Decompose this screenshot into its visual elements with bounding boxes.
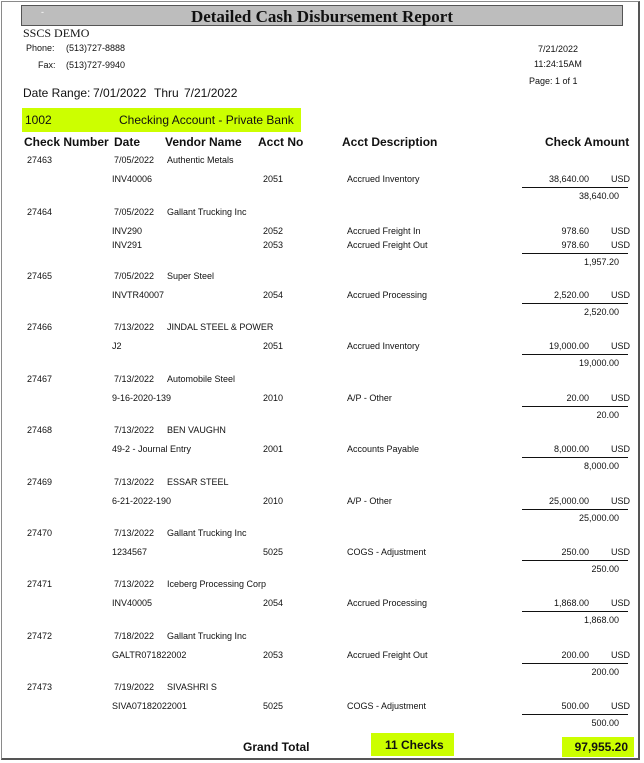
line-acct-no: 2010 [263,496,284,506]
check-total: 8,000.00 [583,461,619,471]
page-number: Page: 1 of 1 [529,76,578,86]
report-page [1,1,640,760]
report-title: Detailed Cash Disbursement Report [190,7,454,26]
column-header-check-number: Check Number [24,135,109,149]
line-amount: 19,000.00 [548,341,589,351]
line-reference: GALTR071822002 [112,650,187,660]
line-acct-no: 5025 [263,547,284,557]
line-acct-no: 2051 [263,174,284,184]
subtotal-rule [522,253,628,254]
account-name: Checking Account - Private Bank [119,113,294,127]
column-header-acct-description: Acct Description [342,135,438,149]
subtotal-rule [522,509,628,510]
check-number: 27463 [27,155,53,165]
line-reference: 49-2 - Journal Entry [112,444,192,454]
check-date: 7/13/2022 [114,322,155,332]
line-acct-description: Accrued Freight Out [347,650,428,660]
line-reference: SIVA07182022001 [112,701,187,711]
column-header-acct-no: Acct No [258,135,304,149]
check-total: 1,868.00 [583,615,619,625]
check-date: 7/05/2022 [114,207,155,217]
check-number: 27467 [27,374,53,384]
line-amount: 250.00 [561,547,589,557]
line-currency: USD [611,701,631,711]
fax-value: (513)727-9940 [66,60,126,70]
line-reference: J2 [112,341,122,351]
line-acct-description: Accrued Freight Out [347,240,428,250]
line-reference: 6-21-2022-190 [112,496,172,506]
line-currency: USD [611,226,631,236]
line-reference: 9-16-2020-139 [112,393,172,403]
line-currency: USD [611,547,631,557]
check-number: 27464 [27,207,53,217]
line-acct-description: Accounts Payable [347,444,420,454]
line-acct-no: 2010 [263,393,284,403]
check-total: 200.00 [591,667,619,677]
phone-value: (513)727-8888 [66,43,126,53]
line-amount: 978.60 [561,226,589,236]
vendor-name: Gallant Trucking Inc [167,631,247,641]
vendor-name: Gallant Trucking Inc [167,528,247,538]
line-acct-no: 2054 [263,598,284,608]
grand-total-value: 97,955.20 [574,740,628,754]
subtotal-rule [522,406,628,407]
vendor-name: Super Steel [167,271,215,281]
line-amount: 8,000.00 [553,444,589,454]
line-currency: USD [611,341,631,351]
line-amount: 2,520.00 [553,290,589,300]
check-total: 25,000.00 [578,513,619,523]
check-date: 7/13/2022 [114,425,155,435]
account-number: 1002 [25,113,52,127]
title-bar-marker: - [41,7,44,17]
check-total: 20.00 [596,410,619,420]
vendor-name: BEN VAUGHN [167,425,226,435]
check-date: 7/13/2022 [114,579,155,589]
line-reference: INV291 [112,240,143,250]
date-range-from: 7/01/2022 [93,86,147,100]
grand-total-box [562,737,634,757]
check-number: 27468 [27,425,53,435]
check-number: 27471 [27,579,53,589]
line-amount: 200.00 [561,650,589,660]
line-currency: USD [611,174,631,184]
subtotal-rule [522,663,628,664]
line-acct-description: Accrued Freight In [347,226,421,236]
line-currency: USD [611,290,631,300]
check-total: 500.00 [591,718,619,728]
check-number: 27466 [27,322,53,332]
phone-label: Phone: [26,43,55,53]
line-acct-no: 2052 [263,226,284,236]
date-range-label: Date Range: [23,86,91,100]
column-header-check-amount: Check Amount [545,135,630,149]
line-amount: 978.60 [561,240,589,250]
check-date: 7/13/2022 [114,528,155,538]
line-currency: USD [611,444,631,454]
line-amount: 1,868.00 [553,598,589,608]
line-reference: INVTR40007 [112,290,165,300]
vendor-name: Automobile Steel [167,374,236,384]
vendor-name: Gallant Trucking Inc [167,207,247,217]
check-date: 7/19/2022 [114,682,155,692]
subtotal-rule [522,187,628,188]
subtotal-rule [522,457,628,458]
line-reference: INV40006 [112,174,153,184]
subtotal-rule [522,354,628,355]
grand-total-label: Grand Total [243,740,310,754]
vendor-name: SIVASHRI S [167,682,217,692]
column-header-date: Date [114,135,141,149]
line-acct-no: 2053 [263,240,284,250]
check-number: 27465 [27,271,53,281]
line-reference: INV40005 [112,598,153,608]
column-header-vendor: Vendor Name [165,135,242,149]
check-date: 7/05/2022 [114,271,155,281]
line-currency: USD [611,496,631,506]
line-acct-no: 5025 [263,701,284,711]
date-range-thru-label: Thru [154,86,179,100]
line-acct-description: Accrued Inventory [347,174,420,184]
line-acct-description: COGS - Adjustment [347,701,427,711]
checks-count-box [371,733,454,756]
check-date: 7/13/2022 [114,477,155,487]
check-total: 19,000.00 [578,358,619,368]
account-header [22,108,301,132]
line-currency: USD [611,240,631,250]
vendor-name: ESSAR STEEL [167,477,229,487]
vendor-name: JINDAL STEEL & POWER [167,322,274,332]
checks-count: 11 Checks [385,738,444,752]
check-total: 1,957.20 [583,257,619,267]
line-acct-description: Accrued Processing [347,290,428,300]
check-total: 38,640.00 [578,191,619,201]
line-acct-no: 2054 [263,290,284,300]
line-currency: USD [611,393,631,403]
check-number: 27473 [27,682,53,692]
print-date: 7/21/2022 [538,44,579,54]
print-time: 11:24:15AM [534,59,582,69]
line-acct-no: 2053 [263,650,284,660]
line-acct-description: A/P - Other [347,496,392,506]
company-name: SSCS DEMO [23,26,90,40]
check-date: 7/05/2022 [114,155,155,165]
line-amount: 500.00 [561,701,589,711]
subtotal-rule [522,714,628,715]
vendor-name: Iceberg Processing Corp [167,579,267,589]
check-date: 7/18/2022 [114,631,155,641]
check-number: 27472 [27,631,53,641]
subtotal-rule [522,560,628,561]
line-acct-description: COGS - Adjustment [347,547,427,557]
line-amount: 25,000.00 [548,496,589,506]
line-reference: INV290 [112,226,143,236]
date-range-to: 7/21/2022 [184,86,238,100]
line-currency: USD [611,598,631,608]
report-title-bar [21,5,623,26]
line-reference: 1234567 [112,547,148,557]
line-amount: 38,640.00 [548,174,589,184]
line-acct-description: A/P - Other [347,393,392,403]
check-total: 2,520.00 [583,307,619,317]
line-acct-description: Accrued Processing [347,598,428,608]
line-amount: 20.00 [566,393,589,403]
check-total: 250.00 [591,564,619,574]
check-number: 27470 [27,528,53,538]
line-acct-no: 2051 [263,341,284,351]
vendor-name: Authentic Metals [167,155,234,165]
check-number: 27469 [27,477,53,487]
line-currency: USD [611,650,631,660]
fax-label: Fax: [38,60,56,70]
subtotal-rule [522,611,628,612]
line-acct-description: Accrued Inventory [347,341,420,351]
check-date: 7/13/2022 [114,374,155,384]
line-acct-no: 2001 [263,444,284,454]
subtotal-rule [522,303,628,304]
